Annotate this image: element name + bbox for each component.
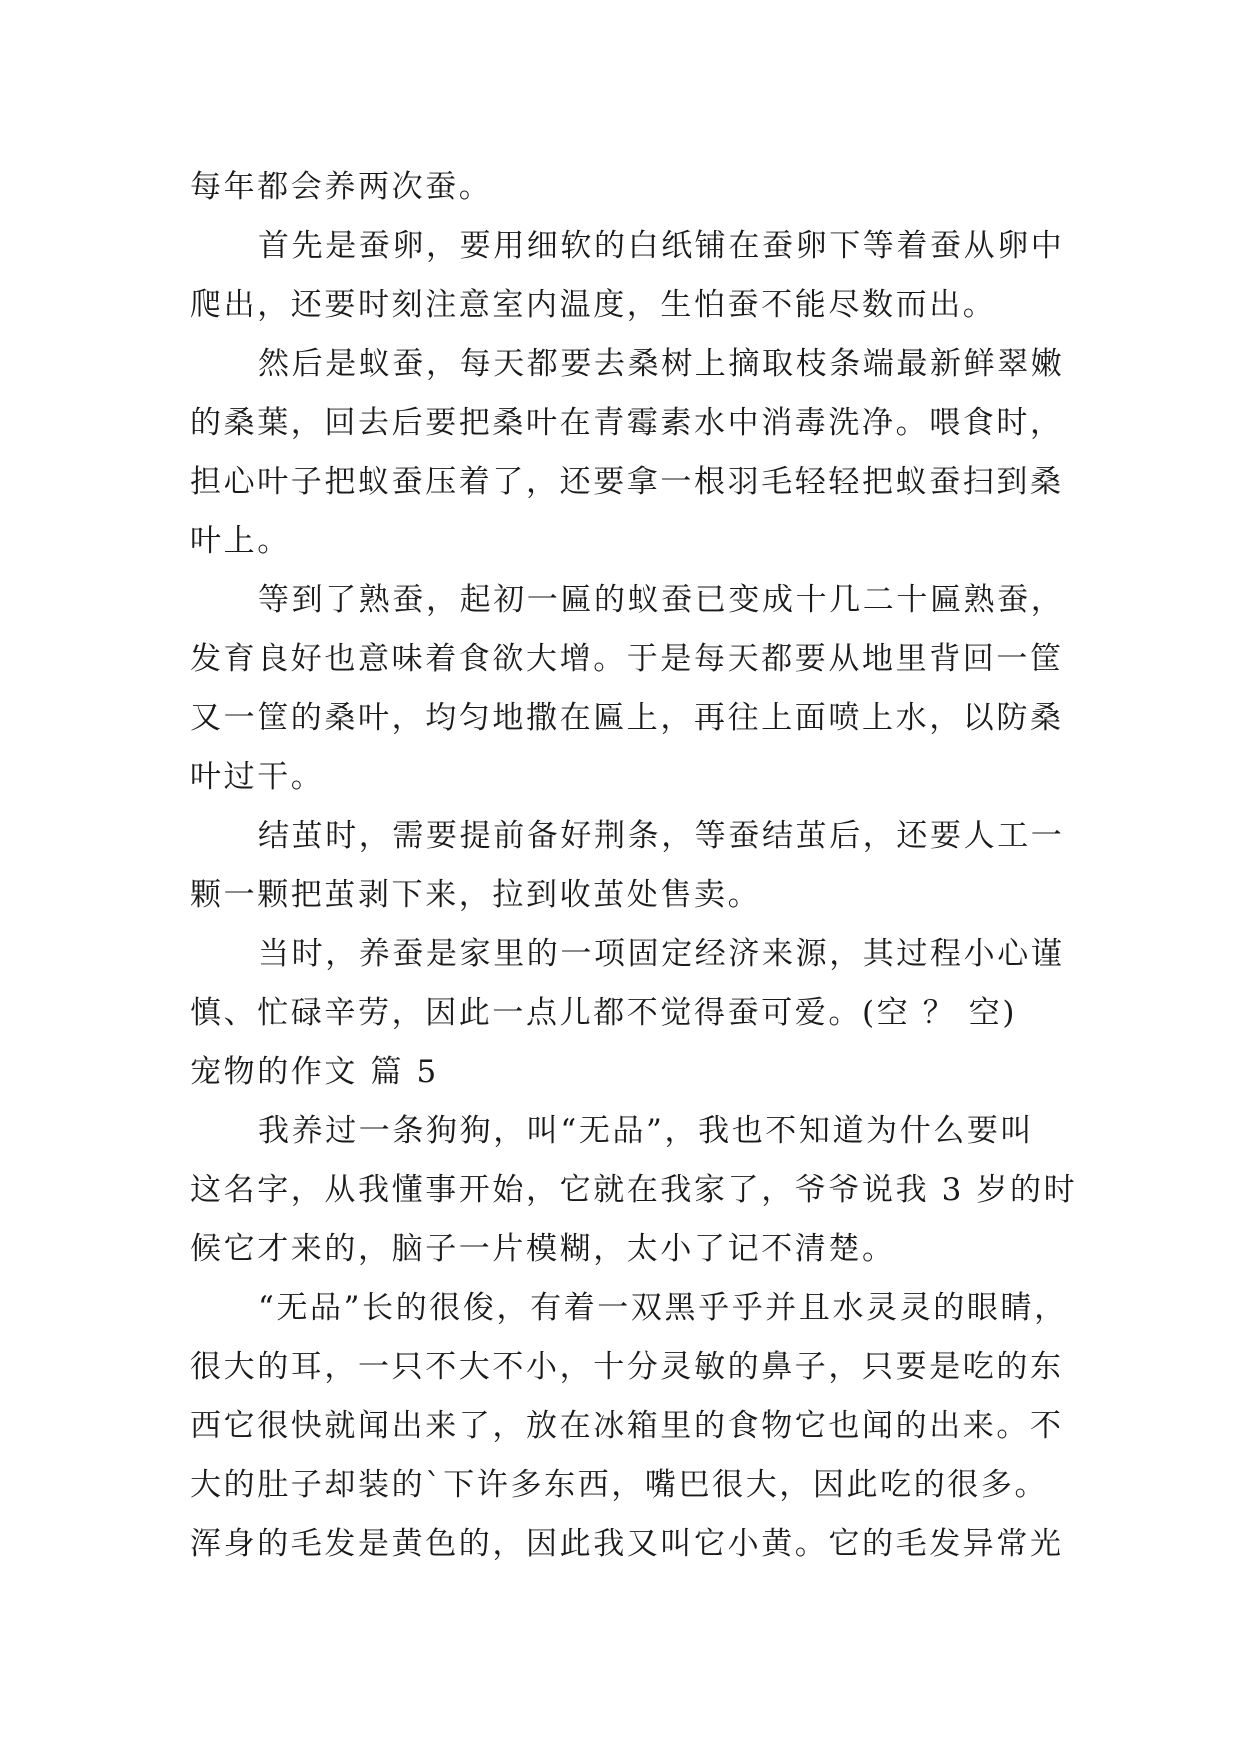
text-line: 浑身的毛发是黄色的，因此我又叫它小黄。它的毛发异常光: [190, 1526, 1064, 1562]
text-line: 首先是蚕卵，要用细软的白纸铺在蚕卵下等着蚕从卵中: [258, 228, 1065, 264]
text-line: 我养过一条狗狗，叫“无品”，我也不知道为什么要叫: [258, 1113, 1035, 1149]
text-line: 大的肚子却装的`下许多东西，嘴巴很大，因此吃的很多。: [190, 1467, 1049, 1503]
text-line: 很大的耳，一只不大不小，十分灵敏的鼻子，只要是吃的东: [190, 1349, 1064, 1385]
text-line: 发育良好也意味着食欲大增。于是每天都要从地里背回一筐: [190, 641, 1064, 677]
text-line: 当时，养蚕是家里的一项固定经济来源，其过程小心谨: [258, 936, 1065, 972]
text-line: 颗一颗把茧剥下来，拉到收茧处售卖。: [190, 877, 762, 913]
text-line: 爬出，还要时刻注意室内温度，生怕蚕不能尽数而出。: [190, 287, 997, 323]
text-line: 叶过干。: [190, 759, 325, 795]
text-line: 叶上。: [190, 523, 291, 559]
text-line: 候它才来的，脑子一片模糊，太小了记不清楚。: [190, 1231, 896, 1267]
text-line: 等到了熟蚕，起初一匾的蚁蚕已变成十几二十匾熟蚕，: [258, 582, 1065, 618]
document-body: [190, 158, 1078, 1574]
text-line: “无品”长的很俊，有着一双黑乎乎并且水灵灵的眼睛，: [258, 1290, 1068, 1326]
text-line: 宠物的作文 篇 5: [190, 1054, 439, 1090]
text-line: 这名字，从我懂事开始，它就在我家了，爷爷说我 3 岁的时: [190, 1172, 1078, 1208]
text-line: 然后是蚁蚕，每天都要去桑树上摘取枝条端最新鲜翠嫩: [258, 346, 1065, 382]
text-line: 担心叶子把蚁蚕压着了，还要拿一根羽毛轻轻把蚁蚕扫到桑: [190, 464, 1064, 500]
text-line: 的桑葉，回去后要把桑叶在青霉素水中消毒洗净。喂食时，: [190, 405, 1064, 441]
text-line: 慎、忙碌辛劳，因此一点儿都不觉得蚕可爱。(空 ？ 空): [190, 995, 1018, 1031]
text-line: 又一筐的桑叶，均匀地撒在匾上，再往上面喷上水，以防桑: [190, 700, 1064, 736]
text-line: 每年都会养两次蚕。: [190, 169, 493, 205]
text-line: 西它很快就闻出来了，放在冰箱里的食物它也闻的出来。不: [190, 1408, 1064, 1444]
text-line: 结茧时，需要提前备好荆条，等蚕结茧后，还要人工一: [258, 818, 1065, 854]
